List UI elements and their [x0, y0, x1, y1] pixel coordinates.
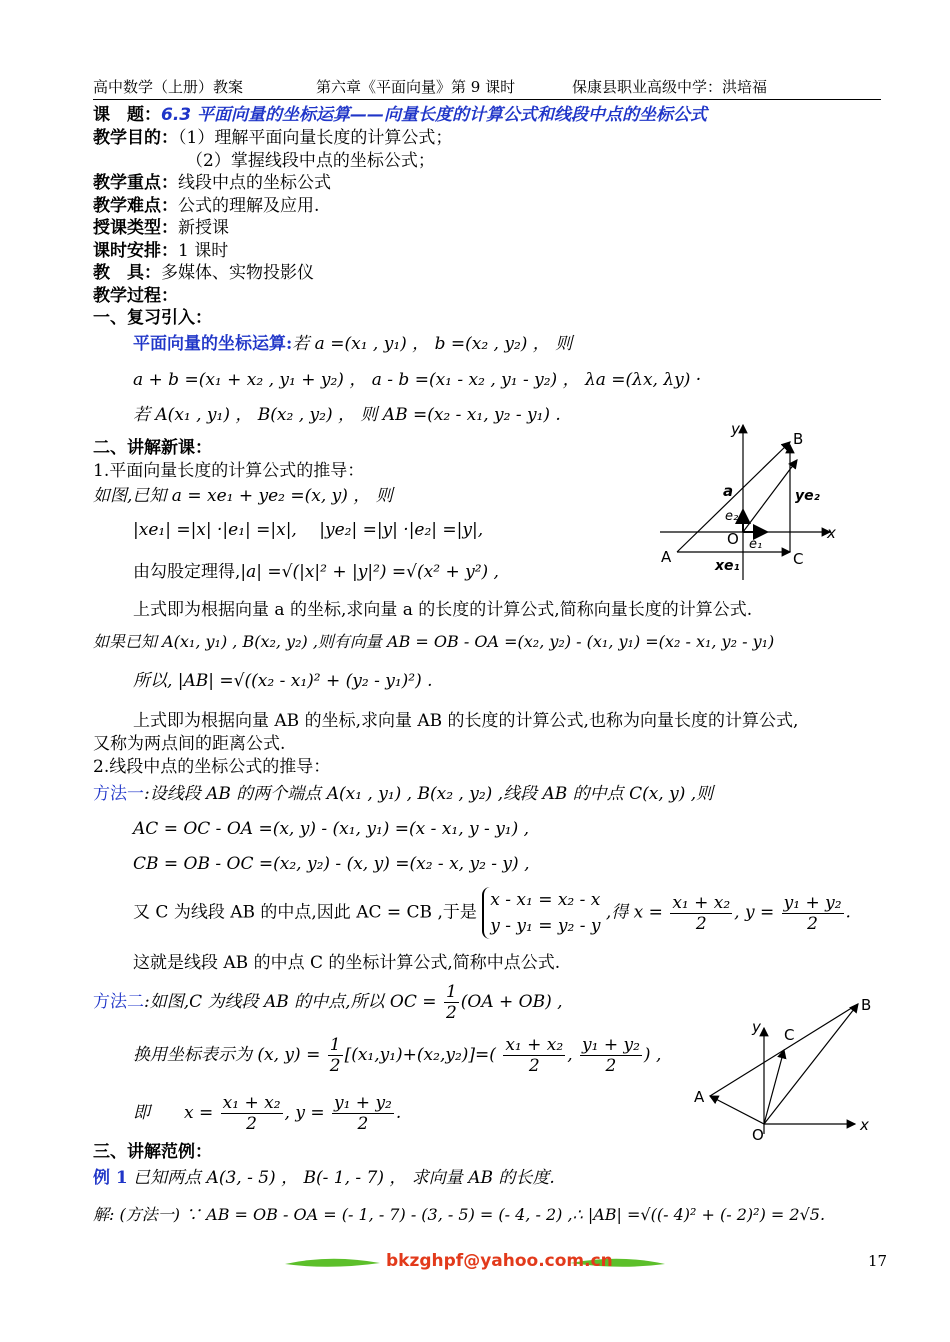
example1-line — [93, 1167, 555, 1189]
header-left: 高中数学（上册）教案 — [93, 78, 244, 96]
type-label: 授课类型： — [93, 218, 178, 238]
page-number: 17 — [868, 1252, 888, 1270]
tools-text: 多媒体、实物投影仪 — [161, 263, 314, 283]
fig2-y-label: y — [752, 1018, 761, 1036]
p1-line7: 上式即为根据向量 AB 的坐标,求向量 AB 的长度的计算公式,也称为向量长度的计算公式, — [133, 711, 799, 731]
process-label: 教学过程： — [93, 286, 178, 306]
tools-line — [93, 262, 314, 284]
fraction-y — [782, 893, 844, 934]
fraction-y-num: y₁ + y₂ — [783, 892, 842, 913]
p1-line6: 所以, |AB| =√((x₂ - x₁)² + (y₂ - y₁)²) . — [133, 671, 433, 691]
fig1-point-c: C — [793, 550, 804, 568]
figure-vector-length — [655, 420, 840, 585]
difficulty-text: 公式的理解及应用. — [178, 196, 320, 216]
tools-label: 教 具： — [93, 263, 161, 283]
p1-line1: 如图,已知 a = xe₁ + ye₂ =(x, y) ， 则 — [93, 486, 393, 506]
time-text: 1 课时 — [178, 241, 229, 261]
fraction-half-2-den: 2 — [329, 1056, 341, 1076]
coord-ops-def: 若 a =(x₁ , y₁) ， b =(x₂ , y₂) ， 则 — [292, 334, 573, 354]
type-text: 新授课 — [178, 218, 229, 238]
footer-email: bkzghpf@yahoo.com.cn — [386, 1251, 613, 1271]
fraction-y-3 — [332, 1093, 394, 1134]
fig1-x-label: x — [827, 524, 836, 542]
fraction-y-den: 2 — [807, 913, 818, 934]
type-line — [93, 217, 229, 239]
difficulty-line — [93, 195, 319, 217]
example1-text: 已知两点 A(3, - 5) ， B(- 1, - 7) ， 求向量 AB 的长度. — [127, 1168, 555, 1188]
coord-ops-label: 平面向量的坐标运算: — [133, 334, 293, 354]
method1-line4: 又 C 为线段 AB 的中点,因此 AC = CB ,于是 x - x₁ = x₂ - x y - y₁ = y₂ - y ,得 x = $\frac{\text{x₁ + x₂}}{2}$ , y = $\frac{\text{y₁ + y₂}}{2}$ . — [133, 887, 851, 939]
section3-heading: 三、讲解范例： — [93, 1142, 212, 1162]
fraction-y-2 — [580, 1035, 642, 1076]
section1-line3: 若 A(x₁ , y₁) ， B(x₂ , y₂) ， 则 AB =(x₂ - x₁, y₂ - y₁) . — [133, 405, 561, 425]
header-rule — [93, 99, 881, 100]
equation-system — [482, 887, 600, 939]
solution-line: 解: (方法一) ∵ AB = OB - OA = (- 1, - 7) - (3, - 5) = (- 4, - 2) ,∴ |AB| =√((- 4)² + (- 2)²) = 2√5. — [93, 1205, 826, 1224]
method2-intro: :如图,C 为线段 AB 的中点,所以 OC = — [144, 992, 437, 1012]
midpoint-condition: 又 C 为线段 AB 的中点,因此 AC = CB ,于是 — [133, 902, 477, 923]
method2-coord-text: 换用坐标表示为 (x, y) = — [133, 1045, 321, 1065]
fig1-a-label: a — [723, 482, 734, 500]
fig1-point-a: A — [661, 548, 672, 566]
method2-sum: (OA + OB) , — [460, 992, 563, 1012]
fraction-x-2 — [503, 1035, 565, 1076]
header-center: 第六章《平面向量》第 9 课时 — [316, 78, 516, 96]
fraction-y-3-num: y₁ + y₂ — [333, 1093, 392, 1113]
section1-line2: a + b =(x₁ + x₂ , y₁ + y₂) ， a - b =(x₁ - x₂ , y₁ - y₂) ， λa =(λx, λy) · — [133, 370, 702, 390]
fig1-point-o: O — [727, 530, 739, 548]
a-vector — [743, 460, 797, 532]
p1-line3 — [133, 561, 499, 583]
time-line — [93, 240, 228, 262]
result-x-label: ,得 x = — [605, 902, 663, 923]
equation-y: y - y₁ = y₂ - y — [490, 916, 601, 936]
fraction-half-2 — [328, 1035, 343, 1076]
fig2-vector-ob — [764, 1004, 858, 1124]
fig2-x-label: x — [860, 1116, 869, 1134]
method2-coord-sum: [(x₁,y₁)+(x₂,y₂)]=( — [344, 1045, 496, 1065]
equation-x: x - x₁ = x₂ - x — [490, 890, 601, 910]
key-line — [93, 172, 331, 194]
fraction-x-num: x₁ + x₂ — [672, 892, 731, 913]
fraction-x-3-den: 2 — [246, 1114, 257, 1134]
footer-leaf-left — [285, 1259, 380, 1267]
p1-line2: |xe₁| =|x| ·|e₁| =|x|, |ye₂| =|y| ·|e₂| =|y|, — [133, 520, 484, 540]
fig1-ye2-label: ye₂ — [795, 488, 820, 504]
fig2-point-o: O — [752, 1126, 764, 1144]
goal-line — [93, 127, 452, 149]
fraction-x — [670, 893, 732, 934]
p1-title: 1.平面向量长度的计算公式的推导： — [93, 461, 365, 481]
fraction-half-2-num: 1 — [329, 1035, 341, 1055]
goal-label: 教学目的： — [93, 128, 178, 148]
fig1-xe1-label: xe₁ — [715, 558, 740, 574]
time-label: 课时安排： — [93, 241, 178, 261]
fig2-point-c: C — [784, 1026, 795, 1044]
method2-line2: 换用坐标表示为 (x, y) = $\frac{1}{2}$ [(x₁,y₁)+(x₂,y₂)]=( $\frac{\text{x₁ + x₂}}{2}$ , $\frac{\text{y₁ + y₂}}{2}$ ) , — [133, 1035, 662, 1076]
topic-line — [93, 104, 707, 126]
fig1-e1-label: e₁ — [749, 537, 763, 552]
goal-1: （1）理解平面向量长度的计算公式； — [178, 128, 453, 148]
key-label: 教学重点： — [93, 173, 178, 193]
fig1-e2-label: e₂ — [725, 509, 739, 524]
method2-result-label: 即 x = — [133, 1103, 214, 1123]
fraction-y-2-num: y₁ + y₂ — [582, 1035, 640, 1055]
p1-line8: 又称为两点间的距离公式. — [93, 734, 286, 754]
method1-label: 方法一 — [93, 784, 144, 804]
example1-label: 例 1 — [93, 1168, 128, 1188]
figure-midpoint — [690, 990, 885, 1145]
pythagoras-text: 由勾股定理得, — [133, 562, 241, 582]
fig1-y-label: y — [731, 420, 740, 438]
method1-line1 — [93, 783, 713, 805]
p2-title: 2.线段中点的坐标公式的推导： — [93, 757, 331, 777]
method2-line1 — [93, 982, 563, 1023]
topic-label: 课 题： — [93, 105, 161, 125]
difficulty-label: 教学难点： — [93, 196, 178, 216]
method1-line3: CB = OB - OC =(x₂, y₂) - (x, y) =(x₂ - x, y₂ - y) , — [133, 854, 530, 874]
vector-length-formula: |a| =√(|x|² + |y|²) =√(x² + y²) , — [240, 562, 499, 582]
fig2-point-b: B — [861, 996, 872, 1014]
fraction-x-3-num: x₁ + x₂ — [222, 1093, 281, 1113]
fraction-x-den: 2 — [695, 913, 707, 934]
section1-line1 — [133, 333, 572, 355]
header-right: 保康县职业高级中学：洪培福 — [572, 78, 768, 96]
fig1-point-b: B — [793, 430, 804, 448]
fraction-half-den: 2 — [445, 1003, 457, 1023]
topic-title: 6.3 平面向量的坐标运算——向量长度的计算公式和线段中点的坐标公式 — [161, 105, 708, 125]
method1-intro: :设线段 AB 的两个端点 A(x₁ , y₁) , B(x₂ , y₂) ,线段 AB 的中点 C(x, y) ,则 — [144, 784, 714, 804]
section2-heading: 二、讲解新课： — [93, 438, 212, 458]
fraction-half — [444, 982, 459, 1023]
p1-line5: 如果已知 A(x₁, y₁) , B(x₂, y₂) ,则有向量 AB = OB - OA =(x₂, y₂) - (x₁, y₁) =(x₂ - x₁, y₂ - y₁) — [93, 632, 775, 651]
goal-2: （2）掌握线段中点的坐标公式； — [186, 151, 435, 171]
section1-heading: 一、复习引入： — [93, 308, 212, 328]
method1-line5: 这就是线段 AB 的中点 C 的坐标计算公式,简称中点公式. — [133, 953, 561, 973]
key-text: 线段中点的坐标公式 — [178, 173, 331, 193]
method2-line3: 即 x = $\frac{\text{x₁ + x₂}}{2}$ , y = $\frac{\text{y₁ + y₂}}{2}$ . — [133, 1093, 402, 1134]
fraction-x-2-num: x₁ + x₂ — [505, 1035, 564, 1055]
fraction-x-2-den: 2 — [528, 1056, 540, 1076]
method2-label: 方法二 — [93, 992, 144, 1012]
method1-line2: AC = OC - OA =(x, y) - (x₁, y₁) =(x - x₁, y - y₁) , — [133, 819, 530, 839]
fraction-y-3-den: 2 — [357, 1114, 369, 1134]
fraction-x-3 — [221, 1093, 283, 1134]
p1-line4: 上式即为根据向量 a 的坐标,求向量 a 的长度的计算公式,简称向量长度的计算公式. — [133, 600, 753, 620]
fraction-y-2-den: 2 — [605, 1056, 617, 1076]
fig2-vector-oa — [710, 1096, 764, 1124]
fig2-point-a: A — [694, 1088, 705, 1106]
fraction-half-num: 1 — [445, 982, 457, 1002]
